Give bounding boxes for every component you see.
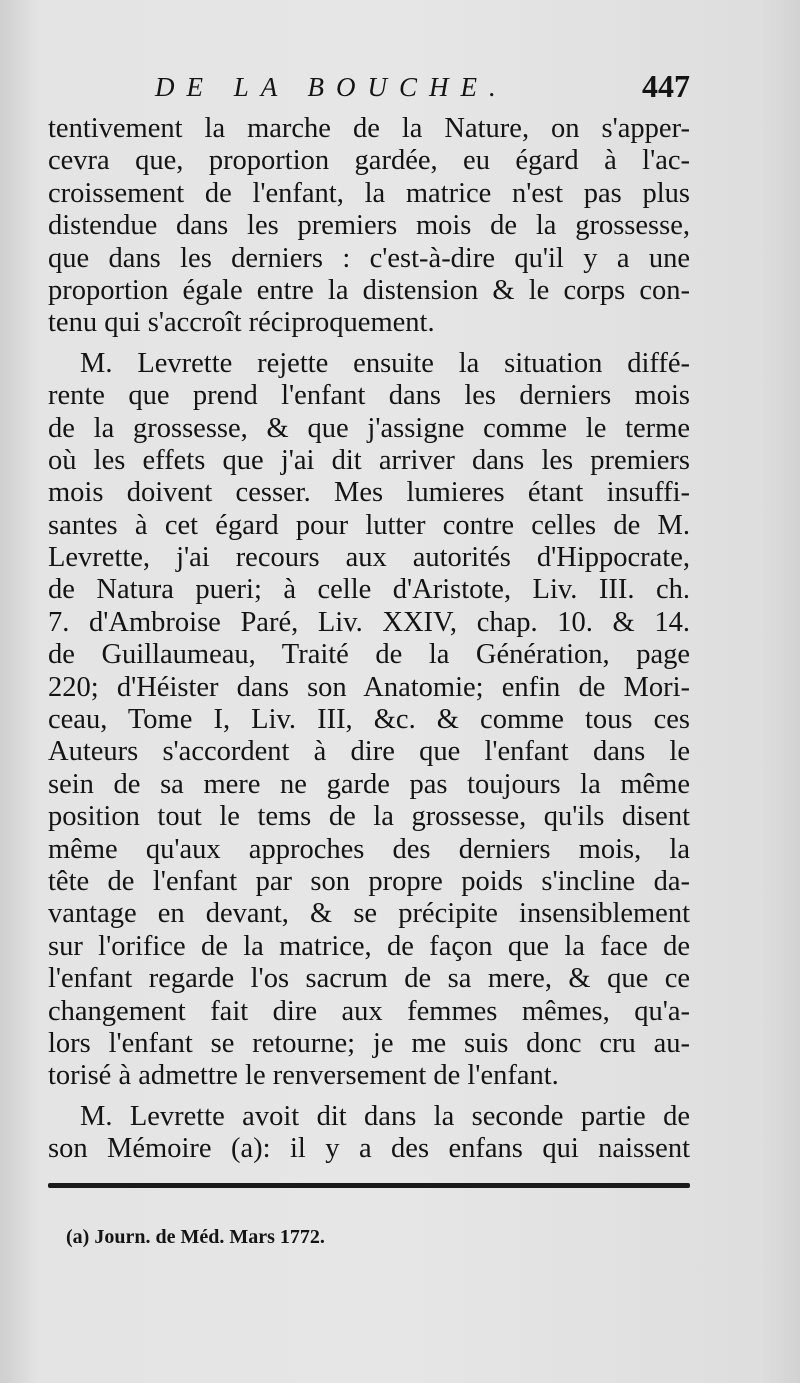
text-line: Auteurs s'accordent à dire que l'enfant dans le [48, 736, 690, 768]
text-line: M. Levrette rejette ensuite la situation diffé- [80, 347, 690, 379]
text-line: de Natura pueri; à celle d'Aristote, Liv. III. ch. [48, 574, 690, 606]
footnote-rule [48, 1183, 690, 1188]
text-line: son Mémoire (a): il y a des enfans qui naissent [48, 1133, 690, 1165]
text-line: sur l'orifice de la matrice, de façon que la face de [48, 930, 690, 962]
text-line: l'enfant regarde l'os sacrum de sa mere, & que ce [48, 963, 690, 995]
text-line: tête de l'enfant par son propre poids s'incline da- [48, 865, 690, 897]
text-line: 7. d'Ambroise Paré, Liv. XXIV, chap. 10. & 14. [48, 606, 690, 638]
text-line: cevra que, proportion gardée, eu égard à l'ac- [48, 145, 690, 177]
text-line: vantage en devant, & se précipite insensiblement [48, 898, 690, 930]
text-line: tenu qui s'accroît réciproquement. [48, 307, 435, 339]
page-number: 447 [642, 68, 690, 104]
text-line: proportion égale entre la distension & le corps con- [48, 274, 690, 306]
text-line: sein de sa mere ne garde pas toujours la même [48, 768, 690, 800]
text-line: de la grossesse, & que j'assigne comme le terme [48, 412, 690, 444]
text-line: Levrette, j'ai recours aux autorités d'Hippocrate, [48, 542, 690, 574]
footnote: (a) Journ. de Méd. Mars 1772. [66, 1226, 325, 1248]
text-line: de Guillaumeau, Traité de la Génération, page [48, 639, 690, 671]
text-line: M. Levrette avoit dit dans la seconde partie de [80, 1100, 690, 1132]
text-line: torisé à admettre le renversement de l'enfant. [48, 1060, 559, 1092]
text-line: croissement de l'enfant, la matrice n'est pas plus [48, 177, 690, 209]
text-line: tentivement la marche de la Nature, on s'apper- [48, 113, 690, 144]
text-line: où les effets que j'ai dit arriver dans les premiers [48, 444, 690, 476]
text-line: santes à cet égard pour lutter contre celles de M. [48, 509, 690, 541]
page-header [155, 68, 690, 108]
text-line: changement fait dire aux femmes mêmes, qu'a- [48, 995, 690, 1027]
body-text [48, 113, 690, 1166]
text-line: mois doivent cesser. Mes lumieres étant insuffi- [48, 477, 690, 509]
running-head: DE LA BOUCHE. [155, 72, 508, 102]
text-line: position tout le tems de la grossesse, qu'ils disent [48, 801, 690, 833]
text-line: lors l'enfant se retourne; je me suis donc cru au- [48, 1027, 690, 1059]
text-line: distendue dans les premiers mois de la grossesse, [48, 210, 690, 242]
text-line: ceau, Tome I, Liv. III, &c. & comme tous ces [48, 704, 690, 736]
text-line: que dans les derniers : c'est-à-dire qu'il y a une [48, 242, 690, 274]
text-line: 220; d'Héister dans son Anatomie; enfin de Mori- [48, 671, 690, 703]
text-line: même qu'aux approches des derniers mois, la [48, 833, 690, 865]
text-line: rente que prend l'enfant dans les derniers mois [48, 380, 690, 412]
